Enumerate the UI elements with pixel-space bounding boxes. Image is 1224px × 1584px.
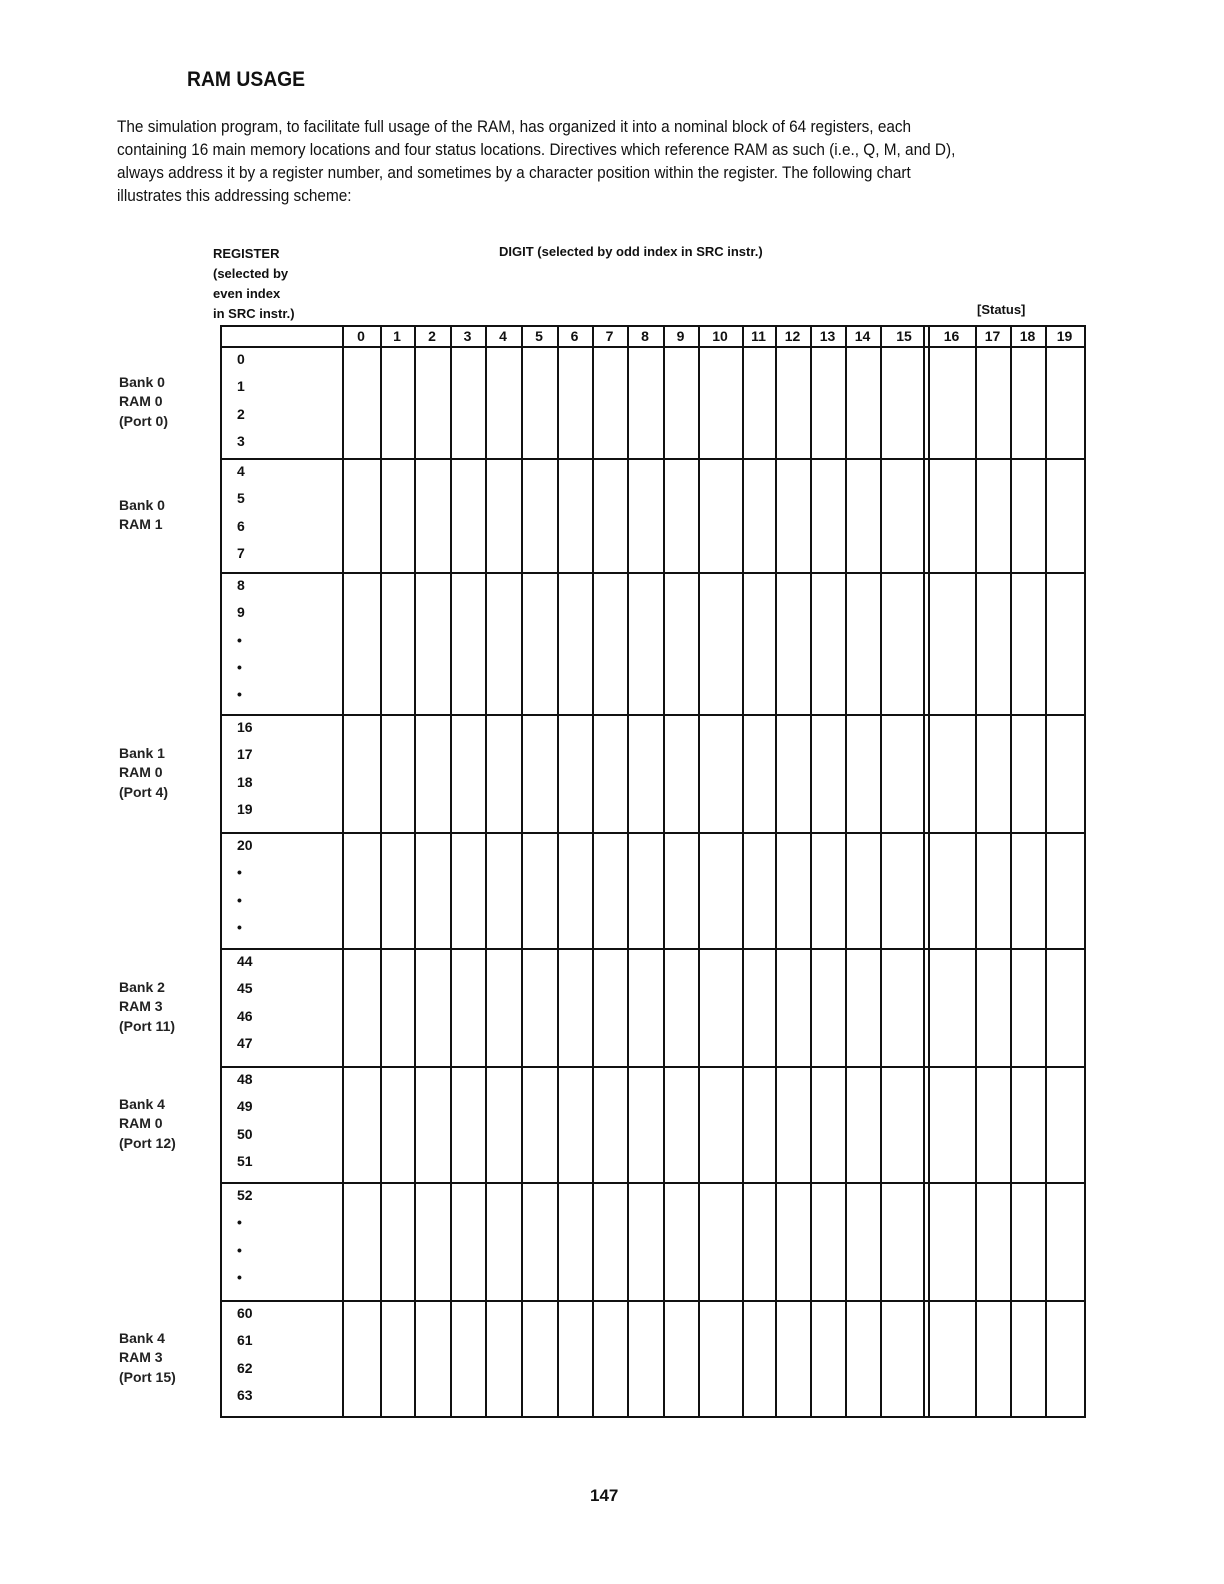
bank-label: RAM 0 [119, 1115, 163, 1132]
paragraph-line: illustrates this addressing scheme: [117, 187, 352, 205]
grid-column-line [975, 325, 977, 1416]
bank-label: (Port 11) [119, 1017, 176, 1034]
register-number: 49 [237, 1098, 253, 1115]
register-header-line: REGISTER [213, 246, 280, 261]
register-number: 44 [237, 953, 253, 969]
grid-column-line [592, 325, 594, 1416]
digit-column-header: 14 [854, 328, 871, 344]
digit-header: DIGIT (selected by odd index in SRC instr.) [499, 244, 763, 259]
register-number: • [237, 1214, 242, 1231]
grid-column-line [928, 325, 930, 1416]
digit-column-header: 9 [676, 328, 685, 344]
register-header-line: even index [213, 286, 281, 301]
grid-row-line [220, 1182, 1086, 1184]
grid-column-line [414, 325, 416, 1416]
section-title: RAM USAGE [187, 68, 306, 91]
digit-column-header: 4 [499, 328, 507, 344]
grid-row-line [220, 1066, 1086, 1068]
register-number: 62 [237, 1359, 253, 1376]
digit-column-header: 8 [641, 328, 649, 344]
bank-label: Bank 4 [119, 1095, 165, 1112]
status-divider-line [923, 325, 925, 1416]
paragraph-line: always address it by a register number, and sometimes by a character position within the register. The following chart [117, 164, 911, 182]
grid-column-line [342, 325, 344, 1416]
page-number: 147 [590, 1486, 619, 1505]
paragraph-line: The simulation program, to facilitate full usage of the RAM, has organized it into a nominal block of 64 registers, each [117, 118, 912, 136]
register-number: 1 [237, 378, 245, 395]
register-number: 19 [237, 800, 253, 817]
digit-column-header: 13 [819, 328, 836, 344]
grid-column-line [1010, 325, 1012, 1416]
digit-column-header: 0 [357, 328, 365, 344]
digit-column-header: 7 [605, 328, 614, 344]
grid-column-line [880, 325, 882, 1416]
bank-label: (Port 12) [119, 1134, 176, 1151]
register-header-line: (selected by [213, 266, 289, 281]
register-number: 6 [237, 517, 245, 534]
grid-column-line [380, 325, 382, 1416]
digit-column-header: 2 [428, 328, 436, 344]
register-number: 60 [237, 1305, 253, 1321]
bank-label: Bank 0 [119, 373, 165, 390]
digit-column-header: 19 [1056, 328, 1073, 344]
register-number: 45 [237, 980, 253, 997]
grid-column-line [810, 325, 812, 1416]
register-number: 48 [237, 1071, 253, 1087]
digit-column-header: 10 [712, 328, 728, 344]
digit-column-header: 6 [570, 328, 579, 344]
bank-label: Bank 1 [119, 744, 165, 761]
digit-column-header: 11 [751, 328, 766, 344]
grid-column-line [742, 325, 744, 1416]
bank-label: Bank 4 [119, 1329, 165, 1346]
grid-row-line [220, 948, 1086, 950]
bank-label: RAM 3 [119, 998, 163, 1015]
bank-label: Bank 2 [119, 978, 165, 995]
register-number: • [237, 864, 242, 881]
intro-paragraph [117, 116, 1047, 208]
grid-row-line [220, 325, 1086, 327]
grid-column-line [220, 325, 222, 1416]
register-header-line: in SRC instr.) [213, 306, 295, 321]
grid-row-line [220, 1416, 1086, 1418]
bank-label: RAM 3 [119, 1349, 163, 1366]
grid-row-line [220, 346, 1086, 348]
paragraph-line: containing 16 main memory locations and four status locations. Directives which reference RAM as such (i.e., Q, M, and D), [117, 141, 956, 159]
grid-column-line [557, 325, 559, 1416]
grid-column-line [450, 325, 452, 1416]
register-number: • [237, 891, 242, 908]
grid-row-line [220, 458, 1086, 460]
bank-label: (Port 4) [119, 783, 168, 800]
grid-column-line [485, 325, 487, 1416]
digit-column-header: 15 [896, 328, 912, 344]
grid-column-line [1045, 325, 1047, 1416]
register-number: 9 [237, 604, 245, 621]
register-number: 47 [237, 1034, 253, 1051]
grid-row-line [220, 572, 1086, 574]
register-number: 63 [237, 1386, 253, 1403]
digit-column-header: 5 [535, 328, 543, 344]
register-number: 50 [237, 1125, 253, 1142]
register-number: 18 [237, 773, 253, 790]
register-number: • [237, 918, 242, 935]
register-number: 0 [237, 351, 245, 367]
grid-column-line [521, 325, 523, 1416]
grid-column-line [627, 325, 629, 1416]
register-number: 2 [237, 405, 245, 422]
digit-column-header: 16 [943, 328, 960, 344]
register-number: 5 [237, 490, 245, 507]
register-number: 16 [237, 719, 253, 735]
register-number: 8 [237, 577, 245, 593]
register-number: • [237, 686, 242, 703]
register-number: 51 [237, 1152, 253, 1169]
register-number: 20 [237, 837, 253, 853]
register-number: • [237, 1268, 242, 1285]
digit-column-header: 3 [463, 328, 472, 344]
grid-column-line [845, 325, 847, 1416]
status-header: [Status] [977, 302, 1026, 317]
register-number: • [237, 631, 242, 648]
bank-label: RAM 0 [119, 764, 163, 781]
register-number: 17 [237, 746, 253, 763]
grid-row-line [220, 1300, 1086, 1302]
bank-label: (Port 0) [119, 412, 168, 429]
register-number: 4 [237, 463, 245, 479]
register-number: 61 [237, 1332, 253, 1349]
bank-label: RAM 1 [119, 516, 163, 532]
digit-column-header: 1 [393, 328, 401, 344]
grid-row-line [220, 832, 1086, 834]
register-header [213, 244, 295, 324]
digit-column-header: 12 [784, 328, 801, 344]
grid-column-line [1084, 325, 1086, 1416]
bank-label: RAM 0 [119, 393, 163, 410]
digit-column-header: 17 [984, 328, 1001, 344]
grid-column-line [663, 325, 665, 1416]
grid-column-line [698, 325, 700, 1416]
digit-column-header: 18 [1019, 328, 1036, 344]
register-number: 3 [237, 432, 245, 449]
register-number: • [237, 1241, 242, 1258]
register-number: • [237, 658, 242, 675]
bank-label: Bank 0 [119, 496, 165, 513]
register-number: 52 [237, 1187, 253, 1203]
register-number: 46 [237, 1007, 253, 1024]
grid-row-line [220, 714, 1086, 716]
grid-column-line [775, 325, 777, 1416]
bank-label: (Port 15) [119, 1368, 176, 1385]
register-number: 7 [237, 544, 245, 561]
